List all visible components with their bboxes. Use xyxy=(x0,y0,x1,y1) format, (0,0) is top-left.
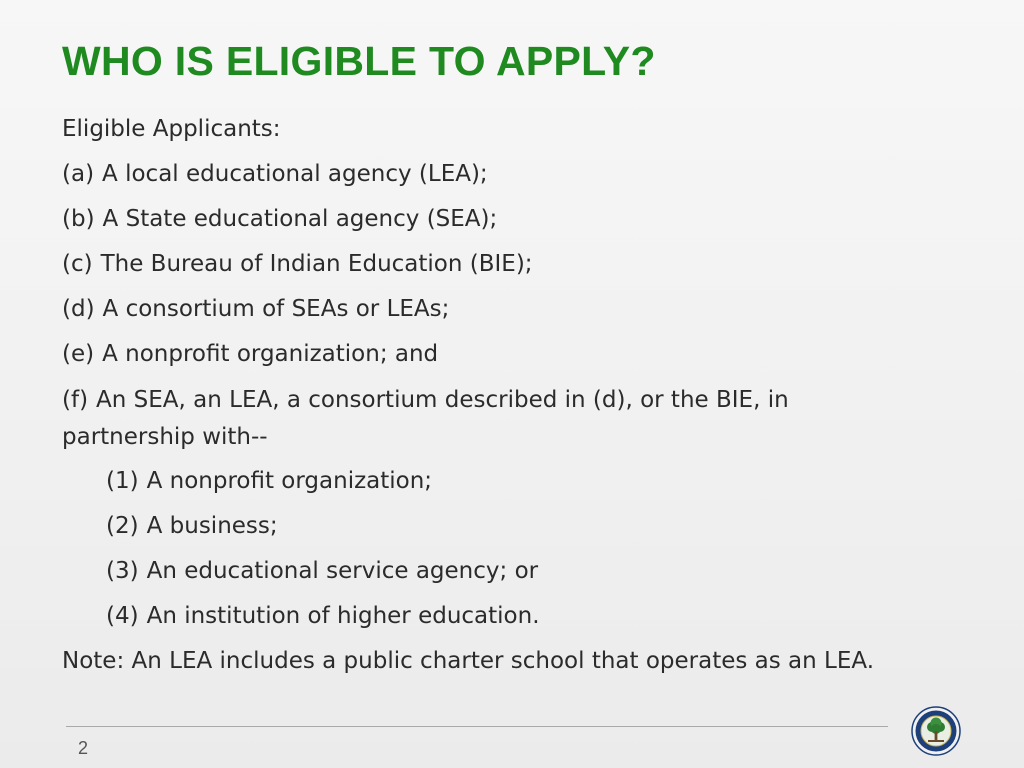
sublist-item-text: A business; xyxy=(146,513,278,539)
list-item xyxy=(62,382,882,464)
list-item xyxy=(62,337,962,382)
sublist-marker: (4) xyxy=(106,603,139,629)
sublist-item-text: A nonprofit organization; xyxy=(146,468,433,494)
sublist-item xyxy=(62,599,962,644)
note-line: Note: An LEA includes a public charter school that operates as an LEA. xyxy=(62,648,875,674)
list-item-text: A nonprofit organization; and xyxy=(102,341,439,367)
sublist-item xyxy=(62,554,962,599)
list-item-text: A State educational agency (SEA); xyxy=(102,206,498,232)
sublist-item xyxy=(62,509,962,554)
list-item-text: An SEA, an LEA, a consortium described in (d), or the BIE, in partnership with-- xyxy=(62,387,789,450)
list-marker: (b) xyxy=(62,206,95,232)
list-marker: (a) xyxy=(62,161,95,187)
list-marker: (c) xyxy=(62,251,93,277)
sublist-item-text: An educational service agency; or xyxy=(146,558,539,584)
page-number: 2 xyxy=(78,738,89,758)
sublist-item-text: An institution of higher education. xyxy=(146,603,540,629)
list-item xyxy=(62,292,962,337)
list-item-text: The Bureau of Indian Education (BIE); xyxy=(100,251,533,277)
sublist-item xyxy=(62,464,962,509)
list-marker: (e) xyxy=(62,341,95,367)
list-item-text: A local educational agency (LEA); xyxy=(102,161,488,187)
footer-divider xyxy=(66,726,888,727)
list-marker: (d) xyxy=(62,296,95,322)
list-item xyxy=(62,202,962,247)
department-of-education-seal-icon xyxy=(911,706,961,756)
sublist-marker: (3) xyxy=(106,558,139,584)
slide-body xyxy=(62,112,962,689)
list-item xyxy=(62,247,962,292)
list-item xyxy=(62,157,962,202)
sublist-marker: (2) xyxy=(106,513,139,539)
intro-line: Eligible Applicants: xyxy=(62,116,281,142)
list-marker: (f) xyxy=(62,387,89,413)
sublist-marker: (1) xyxy=(106,468,139,494)
slide-title: WHO IS ELIGIBLE TO APPLY? xyxy=(62,38,656,84)
list-item-text: A consortium of SEAs or LEAs; xyxy=(102,296,450,322)
